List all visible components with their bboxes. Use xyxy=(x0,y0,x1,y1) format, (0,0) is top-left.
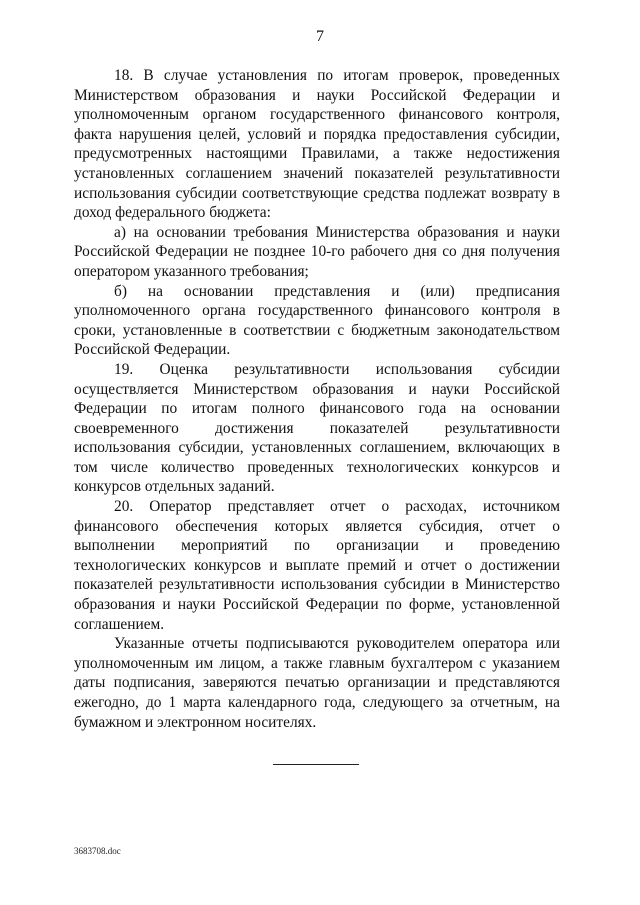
paragraph-reports-signing: Указанные отчеты подписываются руководителем оператора или уполномоченным им лицом, а также главным бухгалтером с указанием даты подписания, заверяются печатью организации и представляются ежегодно, до 1 марта календарного года, следующего за отчетным, на бумажном и электронном носителях. xyxy=(74,635,560,731)
paragraph-18: 18. В случае установления по итогам проверок, проведенных Министерством образования и науки Российской Федерации и уполномоченным органом государственного финансового контроля, факта нарушения целей, условий и порядка предоставления субсидии, предусмотренных настоящими Правилами, а также недостижения установленных соглашением значений показателей результативности использования субсидии соответствующие средства подлежат возврату в доход федерального бюджета: xyxy=(74,67,560,222)
paragraph-18-b: б) на основании представления и (или) предписания уполномоченного органа государственного финансового контроля в сроки, установленные в соответствии с бюджетным законодательством Российской Федерации. xyxy=(74,282,560,359)
end-of-text-separator xyxy=(273,764,359,765)
footer-file-name: 3683708.doc xyxy=(74,846,121,856)
paragraph-20: 20. Оператор представляет отчет о расходах, источником финансового обеспечения которых является субсидия, отчет о выполнении мероприятий по организации и проведению технологических конкурсов и выплате премий и отчет о достижении показателей результативности использования субсидии в Министерство образования и науки Российской Федерации по форме, установленной соглашением. xyxy=(74,498,560,633)
document-body xyxy=(74,66,560,732)
paragraph-18-a: а) на основании требования Министерства образования и науки Российской Федерации не позднее 10-го рабочего дня со дня получения оператором указанного требования; xyxy=(74,223,560,280)
page-number: 7 xyxy=(316,28,324,45)
paragraph-19: 19. Оценка результативности использования субсидии осуществляется Министерством образования и науки Российской Федерации по итогам полного финансового года на основании своевременного достижения показателей результативности использования субсидии, установленных соглашением, включающих в том числе количество проведенных технологических конкурсов и конкурсов отдельных заданий. xyxy=(74,360,560,496)
